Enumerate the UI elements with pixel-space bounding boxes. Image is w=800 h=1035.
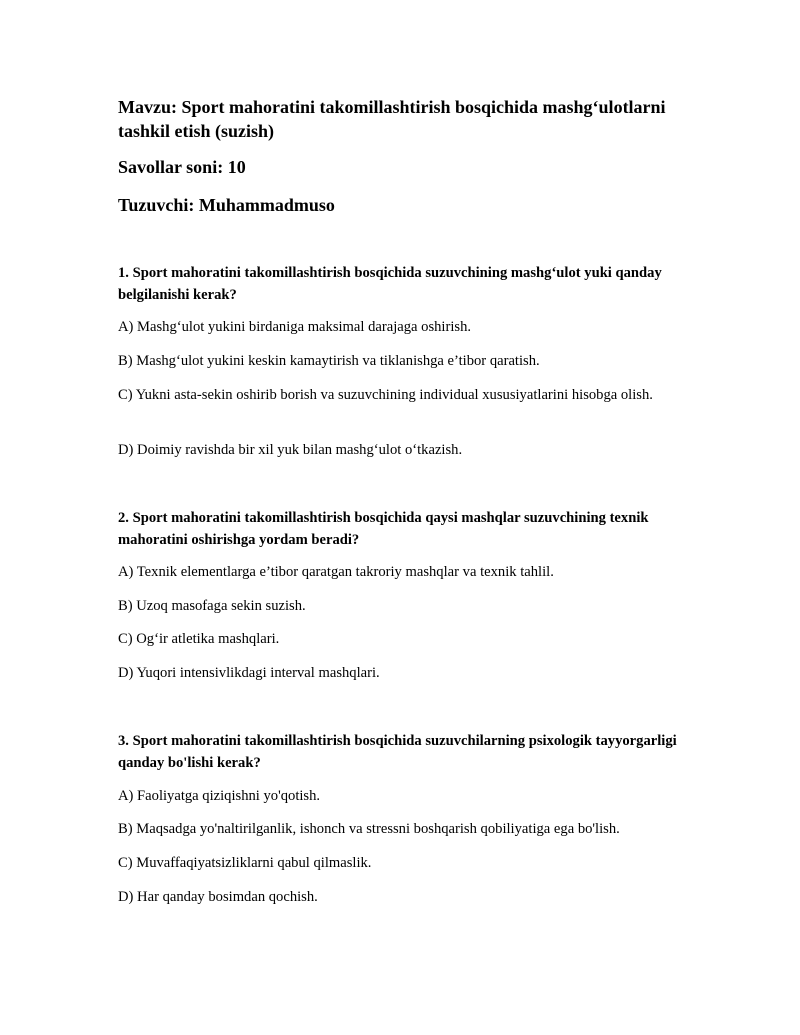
author-line: Tuzuvchi: Muhammadmuso <box>118 195 335 215</box>
question-2 <box>118 507 678 551</box>
option-a: A) Faoliyatga qiziqishni yo'qotish. <box>118 788 321 804</box>
option-b: B) Mashg‘ulot yukini keskin kamaytirish va tiklanishga e’tibor qaratish. <box>118 353 540 369</box>
option-d: D) Har qanday bosimdan qochish. <box>118 889 318 905</box>
option-c: C) Yukni asta-sekin oshirib borish va suzuvchining individual xususiyatlarini hisobga olish. <box>118 387 653 403</box>
question-text: 3. Sport mahoratini takomillashtirish bosqichida suzuvchilarning psixologik tayyorgarligi qanday bo'lishi kerak? <box>118 733 677 771</box>
question-3 <box>118 730 678 774</box>
question-text: 1. Sport mahoratini takomillashtirish bosqichida suzuvchining mashg‘ulot yuki qanday belgilanishi kerak? <box>118 265 662 303</box>
option-b: B) Uzoq masofaga sekin suzish. <box>118 598 306 614</box>
option-b: B) Maqsadga yo'naltirilganlik, ishonch va stressni boshqarish qobiliyatiga ega bo'lish. <box>118 821 620 837</box>
question-text: 2. Sport mahoratini takomillashtirish bosqichida qaysi mashqlar suzuvchining texnik mahoratini oshirishga yordam beradi? <box>118 510 649 548</box>
option-a: A) Mashg‘ulot yukini birdaniga maksimal darajaga oshirish. <box>118 319 472 335</box>
document-title: Mavzu: Sport mahoratini takomillashtirish bosqichida mashg‘ulotlarni tashkil etish (suzish) <box>118 97 666 141</box>
option-d: D) Doimiy ravishda bir xil yuk bilan mashg‘ulot o‘tkazish. <box>118 442 463 458</box>
option-a: A) Texnik elementlarga e’tibor qaratgan takroriy mashqlar va texnik tahlil. <box>118 564 554 580</box>
option-d: D) Yuqori intensivlikdagi interval mashqlari. <box>118 665 380 681</box>
option-c: C) Muvaffaqiyatsizliklarni qabul qilmaslik. <box>118 855 372 871</box>
question-1 <box>118 262 678 306</box>
option-c: C) Og‘ir atletika mashqlari. <box>118 631 280 647</box>
question-count: Savollar soni: 10 <box>118 157 246 177</box>
